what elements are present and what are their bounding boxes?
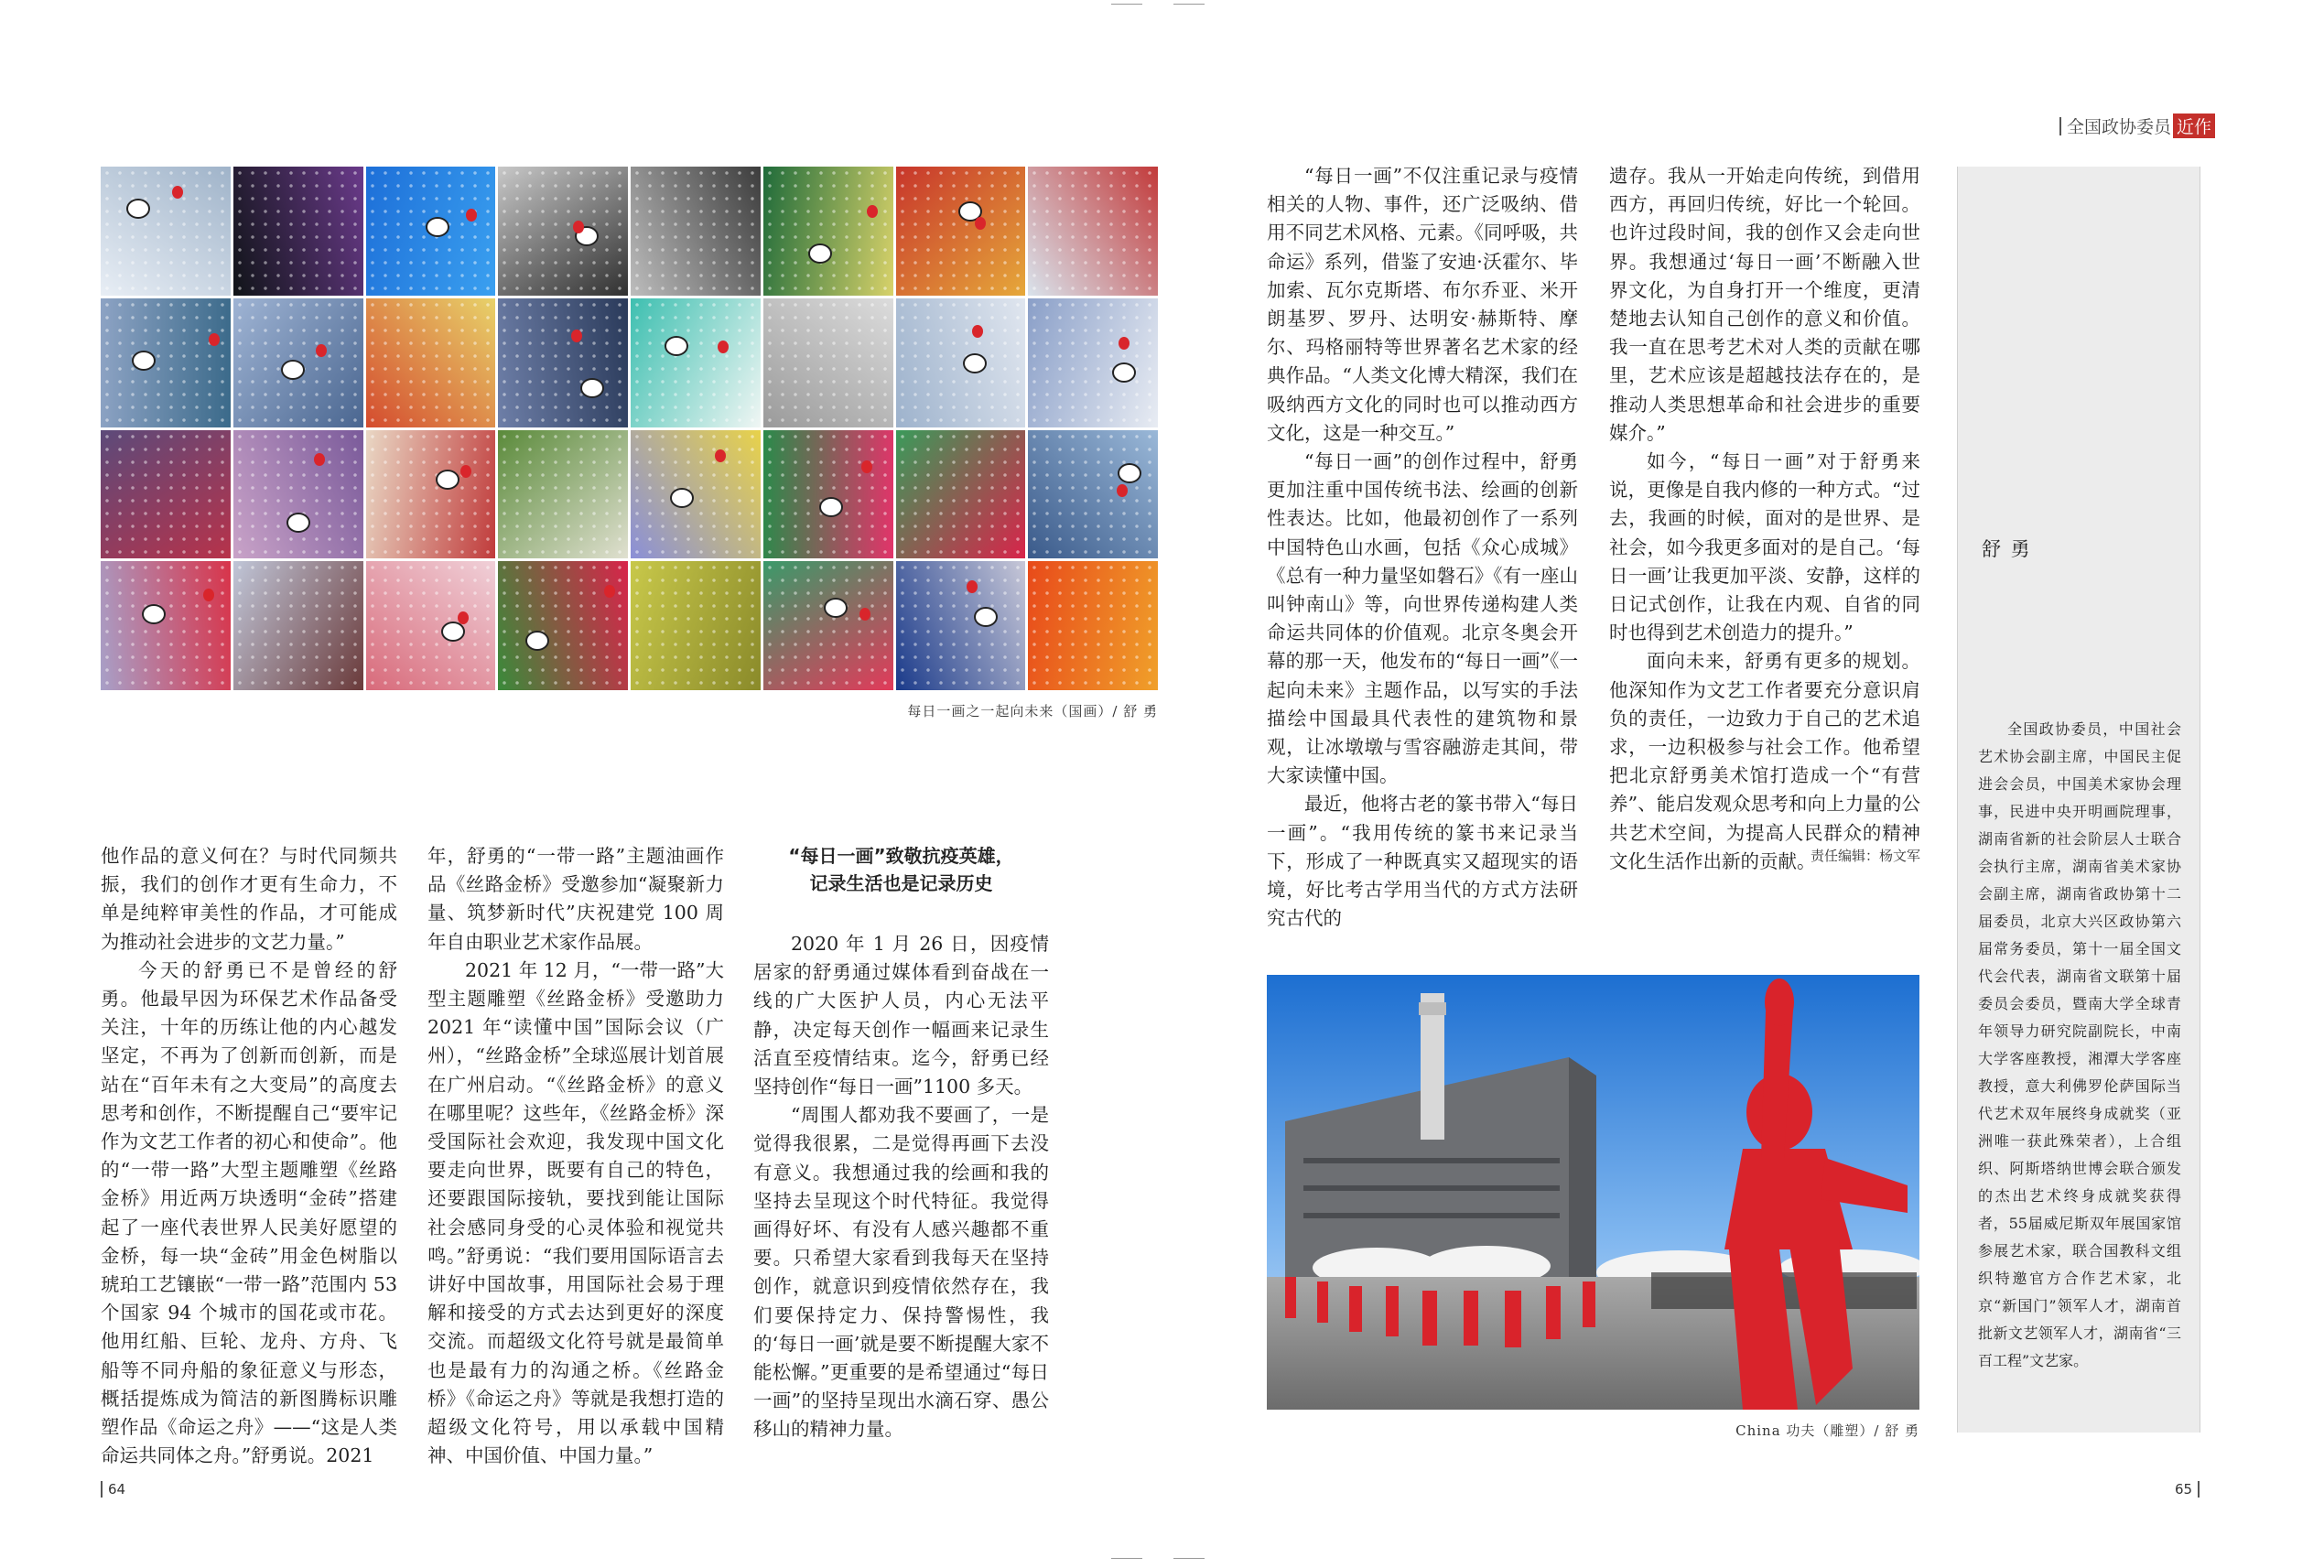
snow-overlay — [498, 298, 628, 427]
mascot-figure — [824, 598, 848, 618]
lantern-figure — [314, 453, 325, 466]
painting-tile — [233, 298, 363, 427]
crop-mark — [1111, 1558, 1142, 1559]
snow-overlay — [101, 298, 231, 427]
crop-mark — [1111, 4, 1142, 5]
snow-overlay — [498, 167, 628, 296]
left-column-1 — [101, 842, 397, 1470]
mascot-figure — [670, 488, 694, 508]
snow-overlay — [498, 430, 628, 559]
painting-tile — [763, 167, 893, 296]
paragraph: 如今，“每日一画”对于舒勇来说，更像是自我内修的一种方式。“过去，我画的时候，面对的是世界、是社会，如今我更多面对的是自己。‘每日一画’让我更加平淡、安静，这样的日记式创作，让我在内观、自省的同时也得到艺术创造力的提升。” — [1609, 450, 1920, 644]
paragraph: 2020 年 1 月 26 日，因疫情居家的舒勇通过媒体看到奋战在一线的广大医护人员，内心无法平静，决定每天创作一幅画来记录生活直至疫情结束。迄今，舒勇已经坚持创作“每日一画”1100 多天。 — [753, 933, 1049, 1098]
lantern-figure — [203, 589, 214, 601]
snow-overlay — [763, 430, 893, 559]
page-number-right-bar — [2198, 1481, 2200, 1498]
lantern-figure — [172, 186, 183, 199]
author-sidebar — [1957, 167, 2200, 1433]
grid-caption: 每日一画之一起向未来（国画）/ 舒 勇 — [907, 703, 1158, 719]
mascot-figure — [580, 378, 604, 398]
lantern-figure — [209, 333, 220, 346]
paragraph: 最近，他将古老的篆书带入“每日一画”。“我用传统的篆书来记录当下，形成了一种既真实又超现实的语境，好比考古学用当代的方式方法研究古代的 — [1267, 793, 1578, 930]
page-number-left — [101, 1481, 125, 1498]
painting-tile — [366, 167, 496, 296]
section-heading-line-1: “每日一画”致敬抗疫英雄， — [788, 845, 1014, 867]
paragraph: 面向未来，舒勇有更多的规划。他深知作为文艺工作者要充分意识肩负的责任，一边致力于自己的艺术追求，一边积极参与社会工作。他希望把北京舒勇美术馆打造成一个“有营养”、能启发观众思考和向上力量的公共艺术空间，为提高人民群众的精神文化生活作出新的贡献。 — [1609, 650, 1920, 872]
snow-overlay — [498, 561, 628, 690]
painting-tile — [763, 561, 893, 690]
snow-overlay — [233, 561, 363, 690]
paragraph: 年，舒勇的“一带一路”主题油画作品《丝路金桥》受邀参加“凝聚新力量、筑梦新时代”庆祝建党 100 周年自由职业艺术家作品展。 — [427, 845, 724, 953]
mascot-figure — [436, 470, 459, 490]
painting-tile — [631, 430, 761, 559]
painting-tile — [101, 430, 231, 559]
lantern-figure — [1117, 484, 1128, 497]
painting-tile — [366, 298, 496, 427]
mascot-figure — [665, 336, 688, 356]
header-tag: 近作 — [2173, 114, 2215, 138]
snow-overlay — [896, 430, 1026, 559]
snow-overlay — [1028, 298, 1158, 427]
factory-side — [1569, 1057, 1596, 1277]
painting-tile — [366, 561, 496, 690]
snow-overlay — [631, 298, 761, 427]
painting-tile — [1028, 298, 1158, 427]
snow-overlay — [366, 298, 496, 427]
author-bio-text: 全国政协委员，中国社会艺术协会副主席，中国民主促进会会员，中国美术家协会理事，民进中央开明画院理事，湖南省新的社会阶层人士联合会执行主席，湖南省美术家协会副主席，湖南省政协第十二届委员，北京大兴区政协第六届常务委员，第十一届全国文代会代表，湖南省文联第十届委员会委员，暨南大学全球青年领导力研究院副院长，中南大学客座教授，湘潭大学客座教授，意大利佛罗伦萨国际当代艺术双年展终身成就奖（亚洲唯一获此殊荣者），上合组织、阿斯塔纳世博会联合颁发的杰出艺术终身成就奖获得者，55届威尼斯双年展国家馆参展艺术家，联合国教科文组织特邀官方合作艺术家，北京“新国门”领军人才，湖南首批新文艺领军人才，湖南省“三百工程”文艺家。 — [1978, 720, 2181, 1369]
snow-overlay — [101, 430, 231, 559]
chimney-band — [1419, 1002, 1446, 1015]
author-bio — [1978, 716, 2181, 1375]
lantern-figure — [859, 608, 870, 621]
mascot-figure — [426, 217, 449, 237]
snow-overlay — [101, 561, 231, 690]
mascot-figure — [441, 622, 465, 642]
paragraph: 他作品的意义何在？与时代同频共振，我们的创作才更有生命力，不单是纯粹审美性的作品，才可能成为推动社会进步的文艺力量。” — [101, 845, 397, 953]
painting-tile — [101, 167, 231, 296]
painting-grid — [101, 167, 1158, 690]
left-column-3 — [753, 842, 1049, 1444]
snow-overlay — [1028, 167, 1158, 296]
snow-overlay — [896, 298, 1026, 427]
mascot-figure — [974, 607, 998, 627]
page-number-left-bar — [101, 1481, 103, 1498]
snow-overlay — [1028, 430, 1158, 559]
mascot-figure — [819, 497, 843, 517]
snow-overlay — [631, 430, 761, 559]
paragraph: “周围人都劝我不要画了，一是觉得我很累，二是觉得再画下去没有意义。我想通过我的绘画和我的坚持去呈现这个时代特征。我觉得画得好坏、有没有人感兴趣都不重要。只希望大家看到我每天在坚持创作，就意识到疫情依然存在，我们要保持定力、保持警惕性，我的‘每日一画’就是要不断提醒大家不能松懈。”更重要的是希望通过“每日一画”的坚持呈现出水滴石穿、愚公移山的精神力量。 — [753, 1104, 1049, 1441]
crop-mark — [1173, 4, 1205, 5]
painting-tile — [1028, 167, 1158, 296]
painting-tile — [763, 298, 893, 427]
painting-tile — [101, 561, 231, 690]
snow-overlay — [233, 167, 363, 296]
painting-tile — [896, 298, 1026, 427]
photo-caption: China 功夫（雕塑）/ 舒 勇 — [1735, 1422, 1919, 1439]
paragraph: “每日一画”的创作过程中，舒勇更加注重中国传统书法、绘画的创新性表达。比如，他最初创作了一系列中国特色山水画，包括《众心成城》《总有一种力量坚如磐石》《有一座山叫钟南山》等，向世界传递构建人类命运共同体的价值观。北京冬奥会开幕的那一天，他发布的“每日一画”《一起向未来》主题作品，以写实的手法描绘中国最具代表性的建筑物和景观，让冰墩墩与雪容融游走其间，带大家读懂中国。 — [1267, 450, 1578, 787]
painting-tile — [366, 430, 496, 559]
painting-tile — [498, 167, 628, 296]
painting-tile — [498, 561, 628, 690]
page-number-left-value: 64 — [108, 1481, 126, 1498]
right-column-2 — [1609, 162, 1920, 876]
left-column-3-body — [753, 930, 1049, 1444]
painting-tile — [896, 167, 1026, 296]
painting-tile — [498, 298, 628, 427]
painting-tile — [233, 430, 363, 559]
paragraph: 2021 年 12 月，“一带一路”大型主题雕塑《丝路金桥》受邀助力 2021 年“读懂中国”国际会议（广州），“丝路金桥”全球巡展计划首展在广州启动。“《丝路金桥》的意义在哪里呢？这些年，《丝路金桥》深受国际社会欢迎，我发现中国文化要走向世界，既要有自己的特色，还要跟国际接轨，要找到能让国际社会感同身受的心灵体验和视觉共鸣。”舒勇说：“我们要用国际语言去讲好中国故事，用国际社会易于理解和接受的方式去达到更好的深度交流。而超级文化符号就是最简单也是最有力的沟通之桥。《丝路金桥》《命运之舟》等就是我想打造的超级文化符号，用以承载中国精神、中国价值、中国力量。” — [427, 958, 724, 1467]
section-header — [2059, 114, 2215, 138]
snow-overlay — [101, 167, 231, 296]
painting-tile — [896, 561, 1026, 690]
painting-tile — [1028, 430, 1158, 559]
snow-overlay — [763, 167, 893, 296]
header-section: 全国政协委员 — [2067, 117, 2172, 137]
lantern-figure — [460, 465, 471, 478]
painting-tile — [101, 298, 231, 427]
painting-tile — [498, 430, 628, 559]
painting-tile — [233, 167, 363, 296]
page-number-right-value: 65 — [2175, 1481, 2193, 1498]
painting-tile — [896, 430, 1026, 559]
left-column-2 — [427, 842, 724, 1470]
editor-credit: 责任编辑：杨文军 — [1810, 848, 1920, 864]
snow-overlay — [1028, 561, 1158, 690]
section-heading — [753, 842, 1049, 897]
paragraph: 今天的舒勇已不是曾经的舒勇。他最早因为环保艺术作品备受关注，十年的历练让他的内心越发坚定，不再为了创新而创新，而是站在“百年未有之大变局”的高度去思考和创作，不断提醒自己“要牢记作为文艺工作者的初心和使命”。他的“一带一路”大型主题雕塑《丝路金桥》用近两万块透明“金砖”搭建起了一座代表世界人民美好愿望的金桥，每一块“金砖”用金色树脂以琥珀工艺镶嵌“一带一路”范围内 53 个国家 94 个城市的国花或市花。他用红船、巨轮、龙舟、方舟、飞船等不同舟船的象征意义与形态，概括提炼成为简洁的新图腾标识雕塑作品《命运之舟》——“这是人类命运共同体之舟。”舒勇说。2021 — [101, 958, 397, 1467]
right-column-1 — [1267, 162, 1578, 933]
paragraph: 遗存。我从一开始走向传统，到借用西方，再回归传统，好比一个轮回。也许过段时间，我的创作又会走向世界。我想通过‘每日一画’不断融入世界文化，为自身打开一个维度，更清楚地去认知自己创作的意义和价值。我一直在思考艺术对人类的贡献在哪里，艺术应该是超越技法存在的，是推动人类思想革命和社会进步的重要媒介。” — [1609, 165, 1920, 444]
snow-overlay — [366, 561, 496, 690]
lantern-figure — [571, 330, 582, 342]
mascot-figure — [1118, 463, 1141, 483]
snow-overlay — [763, 561, 893, 690]
painting-tile — [763, 430, 893, 559]
page-number-right — [2175, 1481, 2200, 1498]
lantern-figure — [975, 217, 986, 230]
snow-overlay — [896, 167, 1026, 296]
painting-tile — [631, 298, 761, 427]
kungfu-photo — [1267, 975, 1919, 1410]
mascot-figure — [142, 604, 166, 624]
section-heading-line-2: 记录生活也是记录历史 — [809, 872, 993, 894]
snow-overlay — [631, 167, 761, 296]
snow-overlay — [233, 430, 363, 559]
header-bar — [2059, 117, 2061, 135]
snow-overlay — [631, 561, 761, 690]
painting-tile — [233, 561, 363, 690]
paragraph: “每日一画”不仅注重记录与疫情相关的人物、事件，还广泛吸纳、借用不同艺术风格、元素。《同呼吸，共命运》系列，借鉴了安迪·沃霍尔、毕加索、瓦尔克斯塔、布尔乔亚、米开朗基罗、罗丹、达明安·赫斯特、摩尔、玛格丽特等世界著名艺术家的经典作品。“人类文化博大精深，我们在吸纳西方文化的同时也可以推动西方文化，这是一种交互。” — [1267, 165, 1578, 444]
painting-tile — [631, 167, 761, 296]
author-name: 舒 勇 — [1982, 538, 2032, 560]
kungfu-photo-svg — [1267, 975, 1919, 1410]
mascot-figure — [286, 513, 310, 533]
snow-overlay — [896, 561, 1026, 690]
painting-tile — [1028, 561, 1158, 690]
lantern-figure — [715, 449, 726, 462]
crop-mark — [1173, 1558, 1205, 1559]
painting-tile — [631, 561, 761, 690]
snow-overlay — [366, 430, 496, 559]
snow-overlay — [763, 298, 893, 427]
lantern-figure — [466, 209, 477, 222]
